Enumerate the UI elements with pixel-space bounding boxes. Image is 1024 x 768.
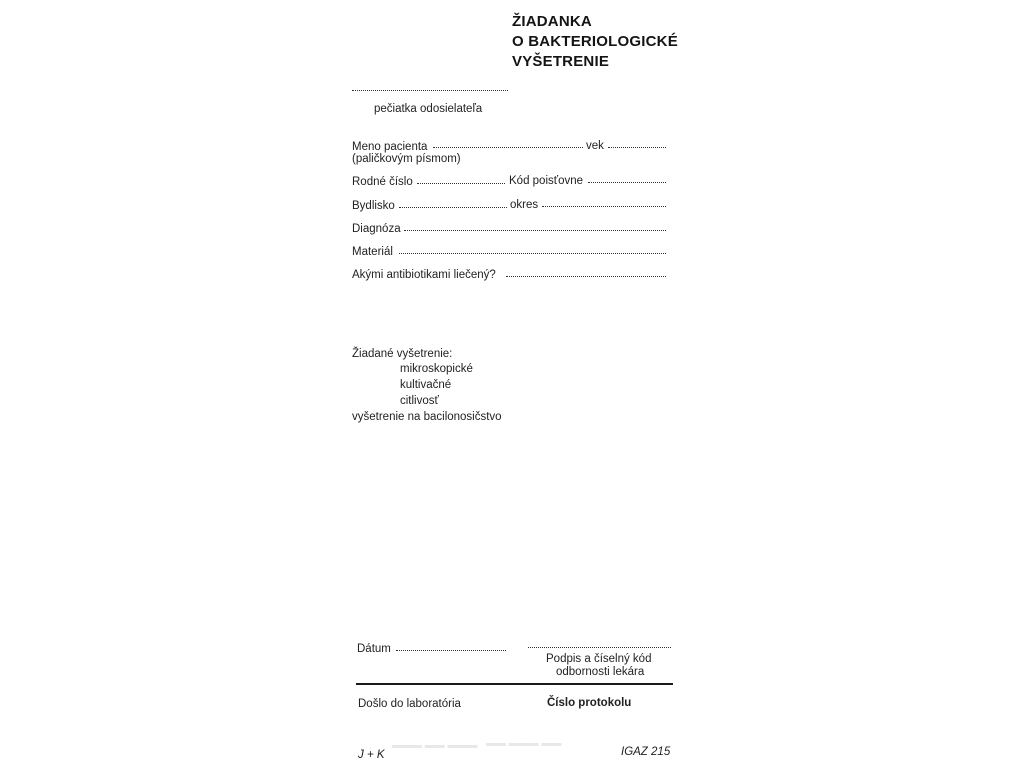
birth-number-label: Rodné číslo — [352, 176, 413, 188]
signature-label-line-1: Podpis a číselný kód — [546, 653, 652, 665]
patient-name-hint: (paličkovým písmom) — [352, 153, 461, 165]
requested-item-cultivation[interactable]: kultivačné — [400, 379, 452, 391]
stamp-line[interactable] — [352, 90, 508, 91]
date-label: Dátum — [357, 643, 391, 655]
antibiotics-field[interactable] — [506, 276, 666, 277]
divider-line — [356, 683, 673, 685]
title-line-1: ŽIADANKA — [512, 13, 592, 30]
diagnosis-label: Diagnóza — [352, 223, 401, 235]
insurer-code-field[interactable] — [588, 182, 666, 183]
age-label: vek — [586, 140, 604, 152]
lab-received-label: Došlo do laboratória — [358, 698, 461, 710]
requested-item-microscopic[interactable]: mikroskopické — [400, 363, 473, 375]
material-label: Materiál — [352, 246, 393, 258]
residence-label: Bydlisko — [352, 200, 395, 212]
diagnosis-field[interactable] — [404, 230, 666, 231]
title-line-3: VYŠETRENIE — [512, 53, 610, 70]
requested-item-sensitivity[interactable]: citlivosť — [400, 395, 439, 407]
insurer-code-label: Kód poisťovne — [509, 175, 584, 187]
signature-label-line-2: odbornosti lekára — [556, 666, 645, 678]
birth-number-field[interactable] — [417, 183, 505, 184]
form-title — [512, 12, 678, 72]
age-field[interactable] — [608, 147, 666, 148]
reverse-side-bleed: ▬▬▬ ▬▬ ▬▬▬ — [392, 740, 478, 751]
district-field[interactable] — [542, 206, 666, 207]
protocol-number-label: Číslo protokolu — [547, 697, 632, 709]
district-label: okres — [510, 199, 539, 211]
patient-name-field[interactable] — [433, 147, 583, 148]
signature-field[interactable] — [528, 647, 671, 648]
antibiotics-label: Akými antibiotikami liečený? — [352, 269, 496, 281]
requested-heading: Žiadané vyšetrenie: — [352, 348, 453, 360]
material-field[interactable] — [399, 253, 666, 254]
patient-name-label: Meno pacienta — [352, 141, 428, 153]
requested-item-carrier[interactable]: vyšetrenie na bacilonosičstvo — [352, 411, 502, 423]
footer-right: IGAZ 215 — [621, 746, 671, 758]
stamp-label: pečiatka odosielateľa — [374, 103, 483, 115]
reverse-side-bleed-2: ▬▬ ▬▬▬ ▬▬ — [486, 738, 562, 749]
footer-left: J + K — [358, 749, 385, 761]
residence-field[interactable] — [399, 207, 507, 208]
title-line-2: O BAKTERIOLOGICKÉ — [512, 33, 678, 50]
date-field[interactable] — [396, 650, 506, 651]
